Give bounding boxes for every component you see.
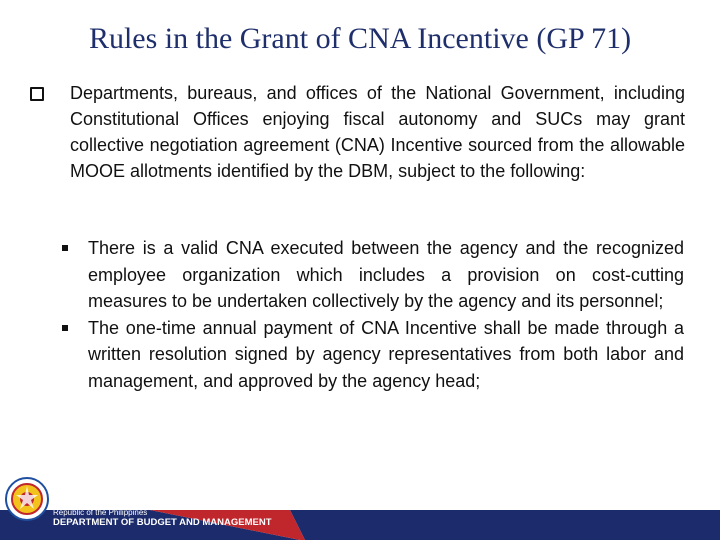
main-bullet-item xyxy=(30,80,685,184)
sub-bullet-item xyxy=(62,235,684,315)
footer-department-text: DEPARTMENT OF BUDGET AND MANAGEMENT xyxy=(53,517,272,528)
main-bullet-text: Departments, bureaus, and offices of the National Government, including Constitutional Offices enjoying fiscal autonomy and SUCs may grant collective negotiation agreement (CNA) Incentive sourced from the allowable MOOE allotments identified by the DBM, subject to the following: xyxy=(70,83,685,181)
filled-square-bullet-icon xyxy=(62,245,68,251)
hollow-square-bullet-icon xyxy=(30,87,44,101)
sub-bullet-list xyxy=(62,235,684,394)
footer-banner xyxy=(0,468,720,540)
footer-republic-text: Republic of the Philippines xyxy=(53,508,148,517)
slide-title: Rules in the Grant of CNA Incentive (GP 71) xyxy=(88,22,632,55)
sub-bullet-text: The one-time annual payment of CNA Incentive shall be made through a written resolution signed by agency representatives from both labor and management, and approved by the agency head; xyxy=(88,317,684,391)
sub-bullet-text: There is a valid CNA executed between the agency and the recognized employee organization which includes a provision on cost-cutting measures to be undertaken collectively by the agency and its personnel; xyxy=(88,238,684,311)
filled-square-bullet-icon xyxy=(62,325,68,331)
dbm-seal-logo xyxy=(4,476,50,522)
sub-bullet-item xyxy=(62,315,684,395)
footer-text xyxy=(53,508,272,528)
